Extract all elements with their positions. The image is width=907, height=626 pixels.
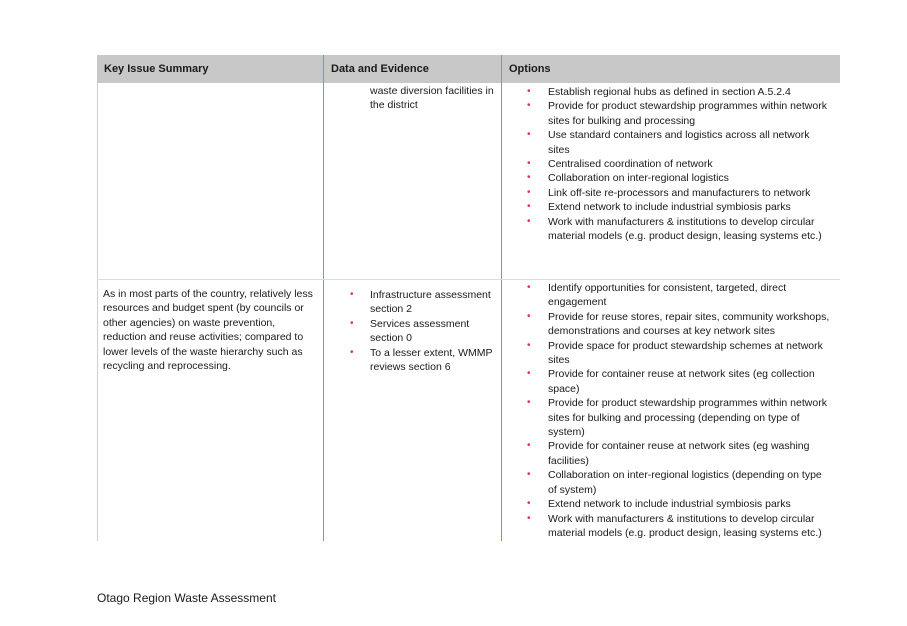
- header-key-issue-summary: Key Issue Summary: [104, 63, 209, 75]
- row2-evidence: [350, 288, 500, 374]
- row2-options-list: [527, 281, 833, 540]
- list-item: [527, 439, 833, 468]
- bullet-icon: •: [350, 289, 354, 300]
- list-item-text: Collaboration on inter-regional logistics (depending on type of system): [548, 469, 822, 496]
- list-item-text: Use standard containers and logistics across all network sites: [548, 129, 810, 156]
- list-item-text: Identify opportunities for consistent, targeted, direct engagement: [548, 282, 787, 309]
- list-item: [527, 468, 833, 497]
- list-item-text: Centralised coordination of network: [548, 158, 713, 171]
- list-item: [527, 99, 827, 128]
- bullet-icon: •: [527, 440, 531, 452]
- list-item: [527, 200, 827, 214]
- options-table: [97, 55, 840, 541]
- bullet-icon: •: [527, 201, 531, 213]
- list-item: [527, 128, 827, 157]
- list-item: [527, 396, 833, 439]
- table-header-row: [97, 55, 840, 83]
- list-item-text: Provide space for product stewardship schemes at network sites: [548, 339, 823, 367]
- list-item-text: Provide for product stewardship programmes within network sites for bulking and processing: [548, 100, 827, 127]
- bullet-icon: •: [350, 317, 354, 329]
- list-item-text: Extend network to include industrial symbiosis parks: [548, 201, 791, 214]
- list-item: [527, 85, 827, 99]
- list-item-text: Provide for product stewardship programmes within network sites for bulking and processing (depending on type of system): [548, 397, 827, 439]
- list-item: [527, 310, 833, 339]
- page-footer: Otago Region Waste Assessment: [97, 591, 276, 605]
- list-item: [527, 367, 833, 396]
- list-item-text: To a lesser extent, WMMP reviews section 6: [370, 346, 493, 374]
- header-options: Options: [501, 55, 840, 83]
- bullet-icon: •: [527, 282, 531, 293]
- list-item: [527, 186, 827, 200]
- bullet-icon: •: [527, 215, 531, 227]
- list-item: [350, 346, 500, 375]
- bullet-icon: •: [527, 498, 531, 510]
- list-item: [350, 317, 500, 346]
- column-divider-2: [501, 83, 502, 541]
- list-item-text: Work with manufacturers & institutions to develop circular material models (e.g. product design, leasing systems etc.): [548, 215, 822, 243]
- list-item-text: Establish regional hubs as defined in section A.5.2.4: [548, 86, 791, 98]
- list-item-text: Collaboration on inter-regional logistics: [548, 172, 729, 185]
- bullet-icon: •: [527, 310, 531, 322]
- list-item-text: Provide for reuse stores, repair sites, community workshops, demonstrations and courses at key network sites: [548, 310, 830, 338]
- list-item-text: Work with manufacturers & institutions to develop circular material models (e.g. product design, leasing systems etc.): [548, 512, 822, 539]
- row2-options: [527, 281, 833, 540]
- bullet-icon: •: [527, 186, 531, 198]
- list-item: [527, 497, 833, 511]
- list-item-text: Infrastructure assessment section 2: [370, 289, 491, 316]
- bullet-icon: •: [350, 346, 354, 358]
- list-item: [527, 512, 833, 541]
- bullet-icon: •: [527, 339, 531, 351]
- column-divider-1: [323, 83, 324, 541]
- bullet-icon: •: [527, 368, 531, 380]
- row1-evidence-text: waste diversion facilities in the district: [370, 85, 494, 112]
- list-item: [527, 157, 827, 171]
- row1-options-list: [527, 85, 827, 243]
- row-divider: [97, 279, 840, 280]
- table-left-border: [97, 83, 98, 541]
- list-item: [527, 339, 833, 368]
- list-item: [527, 171, 827, 185]
- bullet-icon: •: [527, 469, 531, 481]
- row2-key-issue: As in most parts of the country, relatively less resources and budget spent (by councils or other agencies) on waste prevention, reduction and reuse activities; compared to lower levels of the waste hierarchy such as recycling and reprocessing.: [103, 288, 313, 373]
- list-item-text: Provide for container reuse at network sites (eg washing facilities): [548, 440, 810, 467]
- list-item: [527, 215, 827, 244]
- list-item-text: Extend network to include industrial symbiosis parks: [548, 498, 791, 511]
- bullet-icon: •: [527, 86, 531, 97]
- list-item: [350, 288, 500, 317]
- list-item: [527, 281, 833, 310]
- bullet-icon: •: [527, 100, 531, 112]
- list-item-text: Link off-site re-processors and manufacturers to network: [548, 186, 811, 199]
- list-item-text: Provide for container reuse at network sites (eg collection space): [548, 368, 815, 395]
- bullet-icon: •: [527, 129, 531, 141]
- bullet-icon: •: [527, 512, 531, 524]
- bullet-icon: •: [527, 172, 531, 184]
- bullet-icon: •: [527, 397, 531, 409]
- row1-options: [527, 85, 827, 243]
- bullet-icon: •: [527, 158, 531, 170]
- header-data-and-evidence: Data and Evidence: [323, 55, 501, 83]
- row2-evidence-list: [350, 288, 500, 374]
- list-item-text: Services assessment section 0: [370, 317, 470, 345]
